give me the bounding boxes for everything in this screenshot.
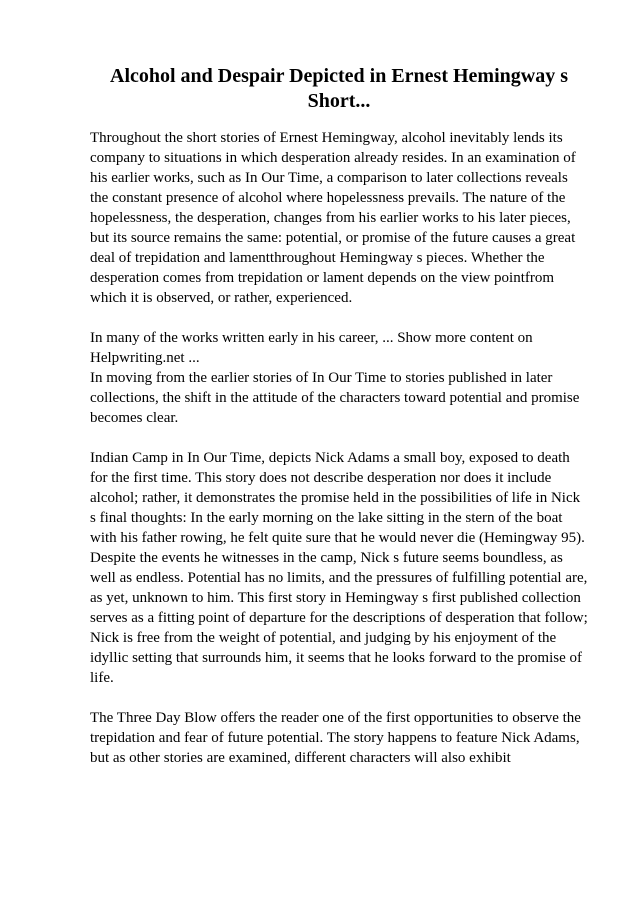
document-title: Alcohol and Despair Depicted in Ernest Hemingway s Short... bbox=[110, 65, 568, 112]
paragraph-three-day-blow: The Three Day Blow offers the reader one of the first opportunities to observe the trepidation and fear of future potential. The story happens to feature Nick Adams, but as other stories are examined, different characters will also exhibit bbox=[90, 710, 581, 766]
paragraph-show-more: In many of the works written early in his career, ... Show more content on Helpwriting.net ... bbox=[90, 330, 533, 366]
paragraph-indian-camp: Indian Camp in In Our Time, depicts Nick Adams a small boy, exposed to death for the first time. This story does not describe desperation nor does it include alcohol; rather, it demonstrates the promise held in the possibilities of life in Nick s final thoughts: In the early morning on the lake sitting in the stern of the boat with his father rowing, he felt quite sure that he would never die (Hemingway 95). Despite the events he witnesses in the camp, Nick s future seems boundless, as well as endless. Potential has no limits, and the pressures of fulfilling potential are, as yet, unknown to him. This first story in Hemingway s first published collection serves as a fitting point of departure for the descriptions of desperation that follow; Nick is free from the weight of potential, and judging by his enjoyment of the idyllic setting that surrounds him, it seems that he looks forward to the promise of life. bbox=[90, 450, 588, 686]
paragraph-intro: Throughout the short stories of Ernest Hemingway, alcohol inevitably lends its company to situations in which desperation already resides. In an examination of his earlier works, such as In Our Time, a comparison to later collections reveals the constant presence of alcohol where hopelessness prevails. The nature of the hopelessness, the desperation, changes from his earlier works to his later pieces, but its source remains the same: potential, or promise of the future causes a great deal of trepidation and lamentthroughout Hemingway s pieces. Whether the desperation comes from trepidation or lament depends on the view pointfrom which it is observed, or rather, experienced. bbox=[90, 130, 576, 306]
paragraph-shift: In moving from the earlier stories of In Our Time to stories published in later collections, the shift in the attitude of the characters toward potential and promise becomes clear. bbox=[90, 370, 580, 426]
